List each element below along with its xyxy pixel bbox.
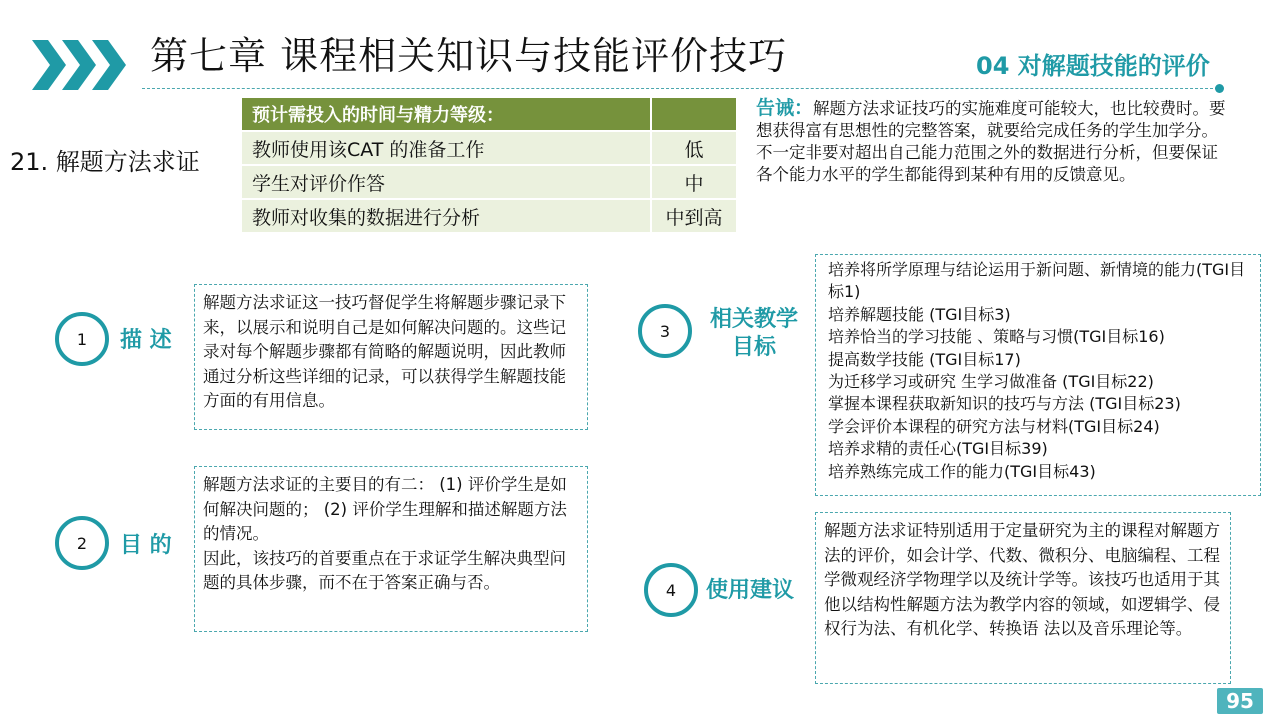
goal-item: 培养恰当的学习技能 、策略与习惯(TGI目标16) bbox=[828, 327, 1165, 347]
warning-note bbox=[756, 97, 1232, 186]
page-number: 95 bbox=[1217, 688, 1263, 714]
effort-table-header-row bbox=[241, 97, 737, 131]
effort-table-row bbox=[241, 165, 737, 199]
describe-box bbox=[194, 284, 588, 430]
describe-label: 描 述 bbox=[120, 328, 172, 353]
effort-task: 教师使用该CAT 的准备工作 bbox=[241, 131, 651, 165]
effort-task: 学生对评价作答 bbox=[241, 165, 651, 199]
goal-item: 提高数学技能 (TGI目标17) bbox=[828, 349, 1021, 369]
header-divider-dot bbox=[1215, 84, 1224, 93]
effort-table-row bbox=[241, 199, 737, 233]
effort-task: 教师对收集的数据进行分析 bbox=[241, 199, 651, 233]
effort-table-row bbox=[241, 131, 737, 165]
goal-item: 学会评价本课程的研究方法与材料(TGI目标24) bbox=[828, 416, 1160, 436]
describe-text: 解题方法求证这一技巧督促学生将解题步骤记录下来，以展示和说明自己是如何解决问题的。这些记录对每个解题步骤都有简略的解题说明，因此教师通过分析这些详细的记录，可以获得学生解题技能方面的有用信息。 bbox=[203, 293, 566, 410]
effort-level: 低 bbox=[651, 131, 737, 165]
section-title: 04 对解题技能的评价 bbox=[976, 52, 1210, 80]
warning-text: 解题方法求证技巧的实施难度可能较大，也比较费时。要想获得富有思想性的完整答案，就要给完成任务的学生加学分。不一定非要对超出自己能力范围之外的数据进行分析，但要保证各个能力水平的学生都能得到某种有用的反馈意见。 bbox=[756, 99, 1226, 184]
usage-label: 使用建议 bbox=[706, 578, 795, 603]
goal-item: 培养求精的责任心(TGI目标39) bbox=[828, 439, 1048, 459]
section-number-4: 4 bbox=[644, 563, 698, 617]
effort-level-table bbox=[240, 96, 738, 234]
item-title: 21. 解题方法求证 bbox=[10, 148, 200, 176]
usage-box bbox=[815, 512, 1231, 684]
usage-text: 解题方法求证特别适用于定量研究为主的课程对解题方法的评价，如会计学、代数、微积分、电脑编程、工程学微观经济学物理学以及统计学等。该技巧也适用于其他以结构性解题方法为教学内容的领域，如逻辑学、侵权行为法、有机化学、转换语 法以及音乐理论等。 bbox=[824, 521, 1220, 638]
goal-item: 培养将所学原理与结论运用于新问题、新情境的能力(TGI目标1) bbox=[828, 260, 1246, 302]
chevron-arrows-icon bbox=[32, 40, 130, 90]
goals-box bbox=[815, 254, 1261, 496]
section-number-3: 3 bbox=[638, 304, 692, 358]
header-divider bbox=[142, 88, 1218, 89]
goal-item: 培养解题技能 (TGI目标3) bbox=[828, 304, 1011, 324]
section-number-2: 2 bbox=[55, 516, 109, 570]
chapter-title: 第七章 课程相关知识与技能评价技巧 bbox=[150, 34, 788, 78]
effort-table-header: 预计需投入的时间与精力等级： bbox=[241, 97, 651, 131]
goals-label bbox=[706, 306, 802, 362]
effort-table-header-blank bbox=[651, 97, 737, 131]
goal-item: 掌握本课程获取新知识的技巧与方法 (TGI目标23) bbox=[828, 394, 1181, 414]
effort-level: 中到高 bbox=[651, 199, 737, 233]
goals-label-line-1: 相关教学 bbox=[709, 307, 798, 332]
effort-level: 中 bbox=[651, 165, 737, 199]
goals-label-line-2: 目标 bbox=[731, 335, 776, 360]
goal-item: 为迁移学习或研究 生学习做准备 (TGI目标22) bbox=[828, 372, 1154, 392]
section-number-1: 1 bbox=[55, 312, 109, 366]
purpose-text-2: 因此，该技巧的首要重点在于求证学生解决典型问题的具体步骤，而不在于答案正确与否。 bbox=[203, 548, 566, 592]
purpose-label: 目 的 bbox=[120, 533, 172, 558]
purpose-text-1: 解题方法求证的主要目的有二： (1) 评价学生是如何解决问题的； (2) 评价学生理解和描述解题方法的情况。 bbox=[203, 475, 567, 543]
purpose-box bbox=[194, 466, 588, 632]
warning-label: 告诫： bbox=[756, 97, 814, 119]
goal-item: 培养熟练完成工作的能力(TGI目标43) bbox=[828, 461, 1096, 481]
